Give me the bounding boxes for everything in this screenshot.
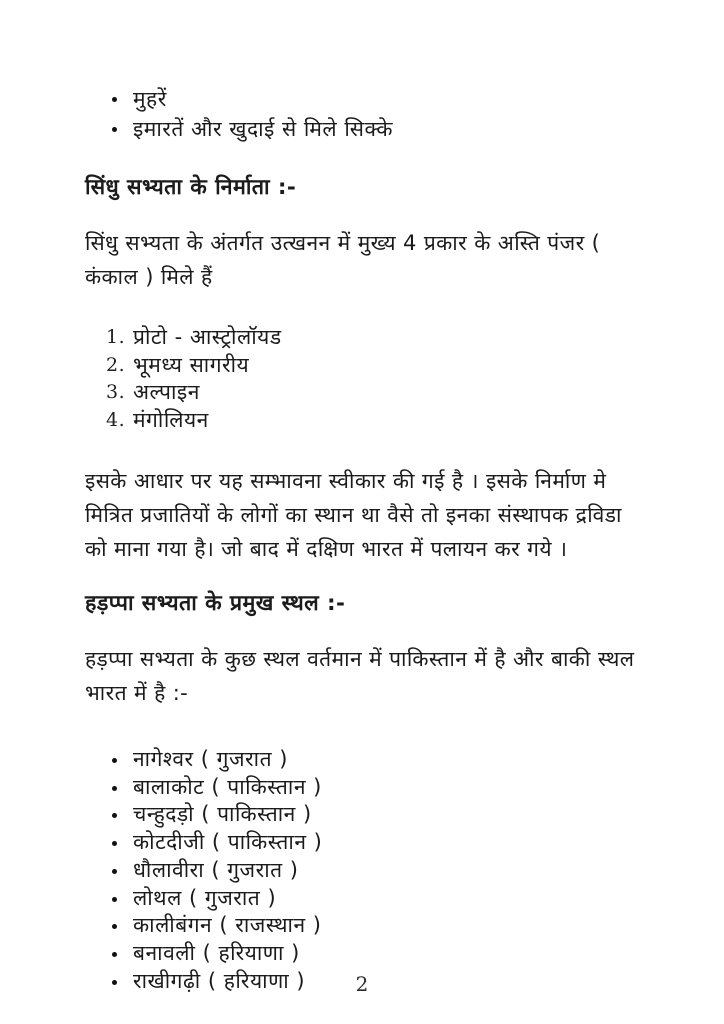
sites-bullet-list: [85, 746, 644, 995]
skeleton-types-list: [85, 324, 644, 434]
spacer: [85, 294, 644, 324]
spacer: [85, 202, 644, 226]
list-item: नागेश्वर ( गुजरात ): [85, 746, 644, 774]
list-item: मंगोलियन: [133, 407, 209, 432]
sites-intro-paragraph: हड़प्पा सभ्यता के कुछ स्थल वर्तमान में पाकिस्तान में है और बाकी स्थल भारत में है :-: [85, 647, 635, 705]
list-item: इमारतें और खुदाई से मिले सिक्के: [85, 114, 644, 144]
spacer: [85, 710, 644, 746]
section-heading-sites: हड़प्पा सभ्यता के प्रमुख स्थल :-: [85, 591, 346, 616]
list-item: कालीबंगन ( राजस्थान ): [85, 912, 644, 940]
builders-conclusion-paragraph: इसके आधार पर यह सम्भावना स्वीकार की गई है । इसके निर्माण मे मित्रित प्रजातियों के लोगों का स्थान था वैसे तो इनका संस्थापक द्रविडा को माना गया है। जो बाद में दक्षिण भारत में पलायन कर गये ।: [85, 469, 622, 561]
page-number: 2: [355, 972, 369, 996]
spacer: [85, 144, 644, 174]
builders-intro-paragraph: सिंधु सभ्यता के अंतर्गत उत्खनन में मुख्य 4 प्रकार के अस्ति पंजर ( कंकाल ) मिले हैं: [85, 231, 601, 289]
list-item: कोटदीजी ( पाकिस्तान ): [85, 829, 644, 857]
list-item: बनावली ( हरियाणा ): [85, 940, 644, 968]
spacer: [85, 434, 644, 464]
evidence-bullet-list: [85, 84, 644, 144]
list-item: बालाकोट ( पाकिस्तान ): [85, 774, 644, 802]
list-item: धौलावीरा ( गुजरात ): [85, 857, 644, 885]
list-item: अल्पाइन: [133, 380, 200, 404]
list-item: लोथल ( गुजरात ): [85, 885, 644, 913]
list-item: भूमध्य सागरीय: [133, 352, 250, 377]
list-item: मुहरें: [85, 84, 644, 114]
list-item: प्रोटो - आस्ट्रोलॉयड: [133, 325, 282, 349]
section-heading-builders: सिंधु सभ्यता के निर्माता :-: [85, 175, 297, 200]
spacer: [85, 618, 644, 642]
page-content: [85, 84, 644, 995]
spacer: [85, 566, 644, 590]
list-item: चन्हुदड़ो ( पाकिस्तान ): [85, 801, 644, 829]
list-item: राखीगढ़ी ( हरियाणा ): [85, 968, 644, 996]
